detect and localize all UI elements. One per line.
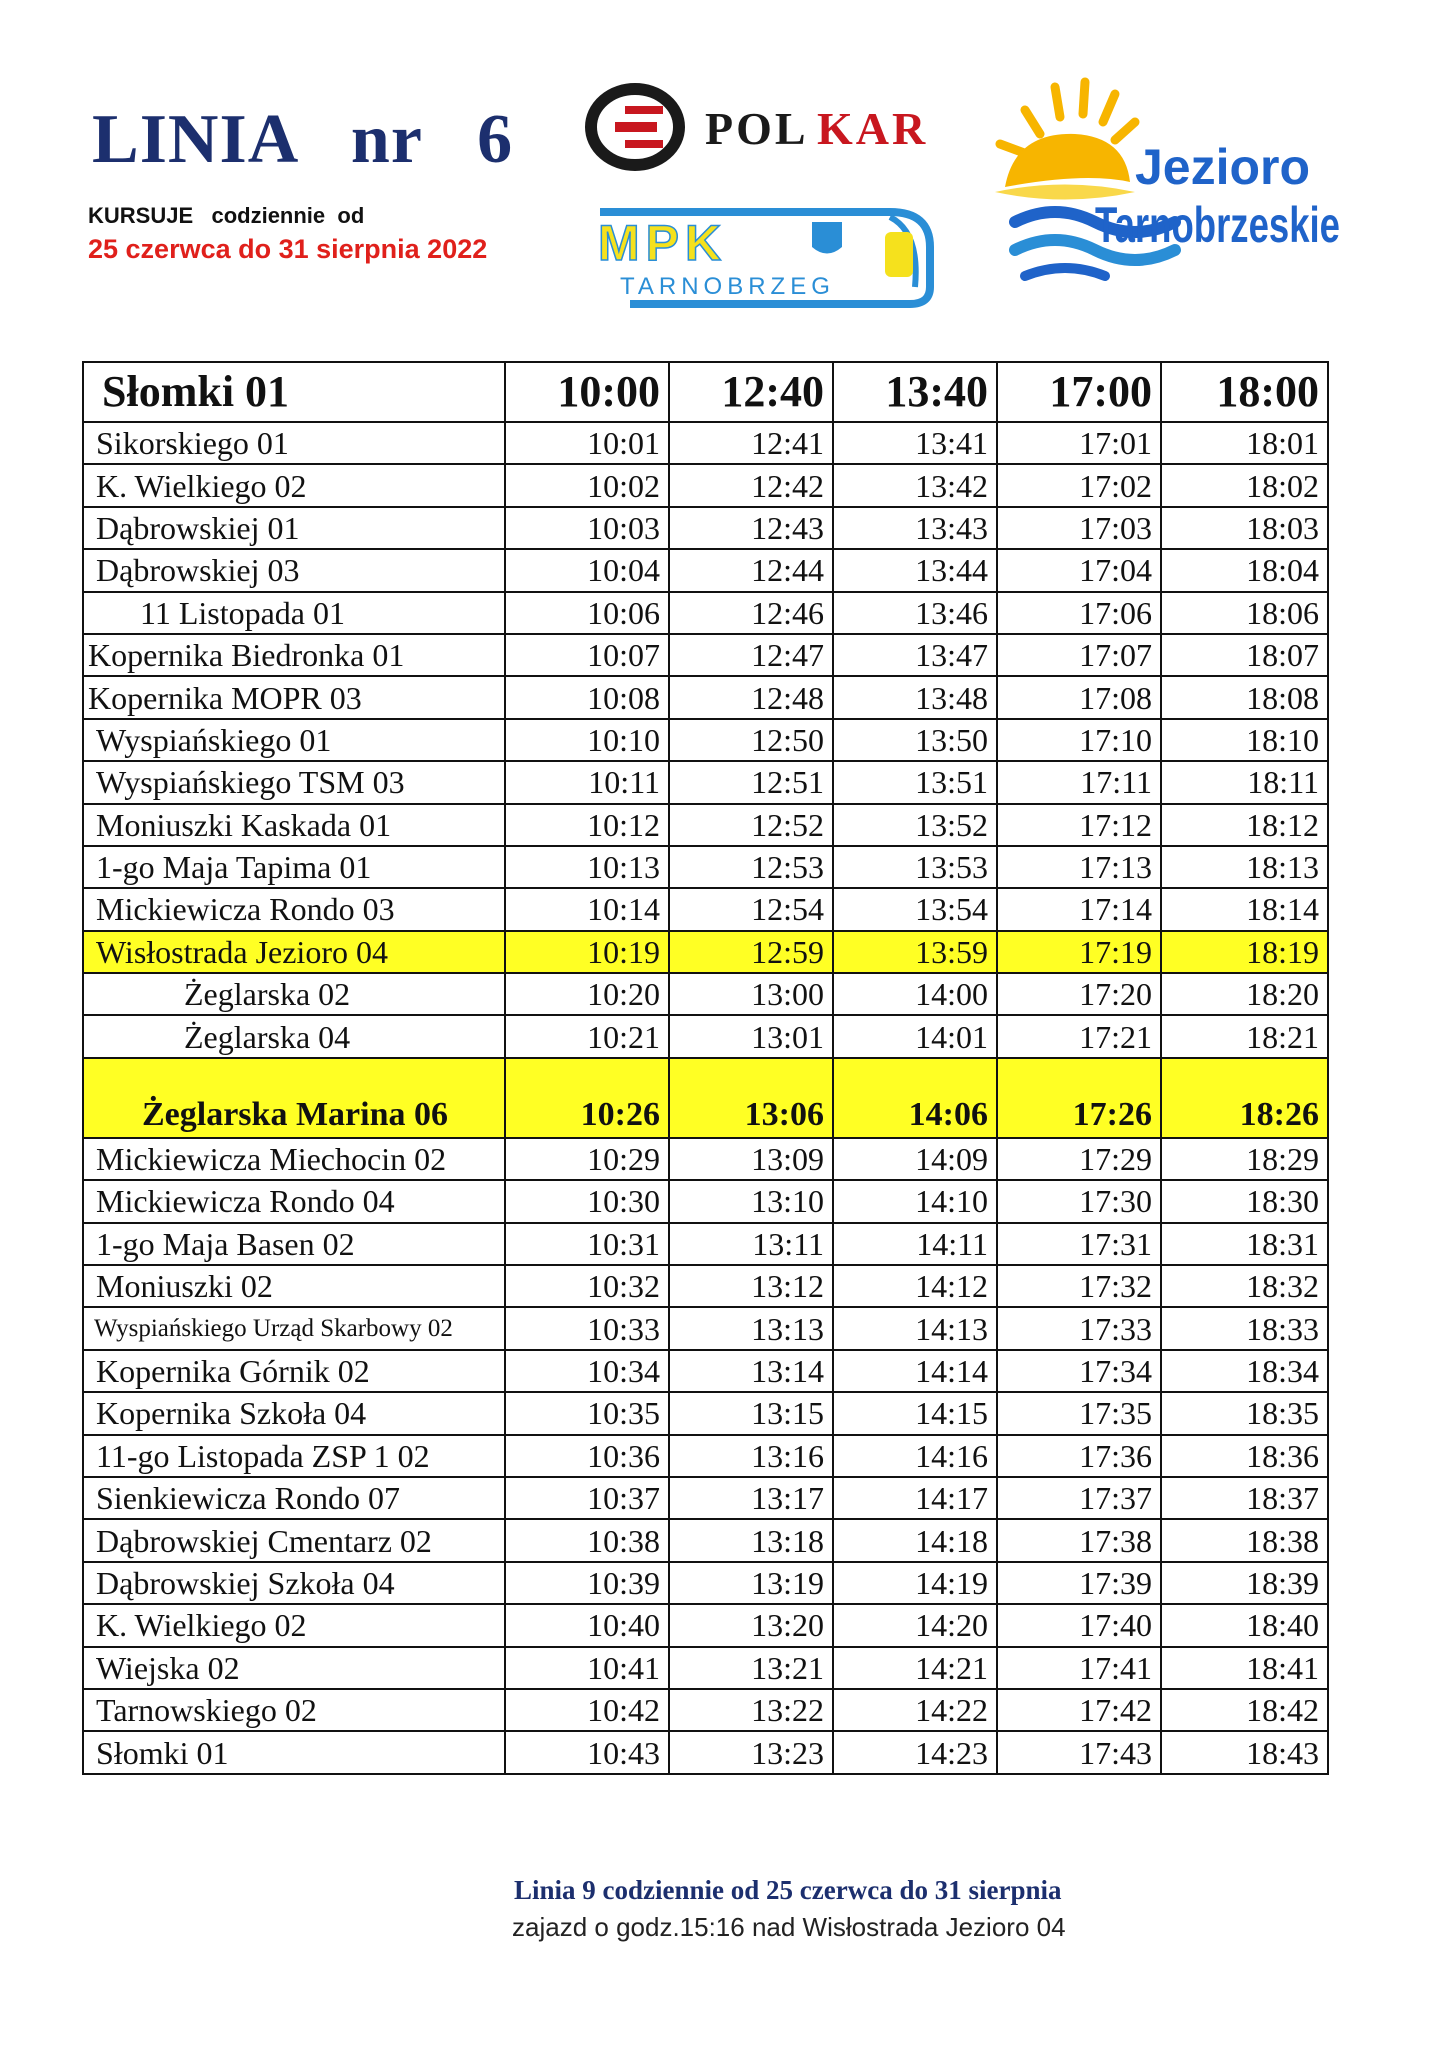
- departure-time: 10:19: [505, 931, 669, 973]
- departure-time: 13:46: [833, 592, 997, 634]
- table-row: [83, 888, 1328, 930]
- departure-time: 18:12: [1161, 804, 1328, 846]
- departure-time: 18:34: [1161, 1350, 1328, 1392]
- departure-time: 14:17: [833, 1477, 997, 1519]
- stop-name: Dąbrowskiej 03: [83, 549, 505, 591]
- stop-name: Dąbrowskiej Szkoła 04: [83, 1562, 505, 1604]
- departure-time: 13:50: [833, 719, 997, 761]
- departure-time: 18:03: [1161, 507, 1328, 549]
- page-title: LINIA nr 6: [92, 101, 514, 178]
- departure-time: 18:43: [1161, 1731, 1328, 1773]
- departure-time: 10:36: [505, 1435, 669, 1477]
- departure-time: 12:46: [669, 592, 833, 634]
- departure-time: 17:30: [997, 1180, 1161, 1222]
- departure-time: 17:12: [997, 804, 1161, 846]
- departure-time: 13:14: [669, 1350, 833, 1392]
- departure-time: 10:02: [505, 464, 669, 506]
- departure-time: 17:04: [997, 549, 1161, 591]
- departure-time: 13:16: [669, 1435, 833, 1477]
- departure-time: 12:51: [669, 761, 833, 803]
- departure-time: 17:38: [997, 1519, 1161, 1561]
- departure-time: 17:13: [997, 846, 1161, 888]
- departure-time: 14:11: [833, 1223, 997, 1265]
- departure-time: 18:36: [1161, 1435, 1328, 1477]
- stop-name: Żeglarska Marina 06: [83, 1058, 505, 1138]
- departure-time: 13:10: [669, 1180, 833, 1222]
- stop-name: Kopernika Szkoła 04: [83, 1392, 505, 1434]
- stop-name: Mickiewicza Rondo 03: [83, 888, 505, 930]
- stop-name: Słomki 01: [83, 1731, 505, 1773]
- jezioro-logo-line1: Jezioro: [1135, 139, 1311, 195]
- departure-time: 14:20: [833, 1604, 997, 1646]
- departure-time: 17:26: [997, 1058, 1161, 1138]
- departure-time: 10:31: [505, 1223, 669, 1265]
- stop-name: Wyspiańskiego Urząd Skarbowy 02: [83, 1307, 505, 1349]
- mpk-logo-city: TARNOBRZEG: [620, 273, 835, 300]
- departure-time: 13:15: [669, 1392, 833, 1434]
- departure-time: 18:29: [1161, 1138, 1328, 1180]
- departure-time: 14:18: [833, 1519, 997, 1561]
- departure-time: 13:52: [833, 804, 997, 846]
- departure-time: 13:53: [833, 846, 997, 888]
- departure-time: 13:17: [669, 1477, 833, 1519]
- table-row: [83, 1180, 1328, 1222]
- departure-time: 10:10: [505, 719, 669, 761]
- departure-time: 14:23: [833, 1731, 997, 1773]
- mpk-logo-text: MPK: [598, 215, 728, 271]
- departure-time: 10:04: [505, 549, 669, 591]
- timetable-header-row: [83, 362, 1328, 422]
- departure-time: 17:07: [997, 634, 1161, 676]
- departure-time: 13:23: [669, 1731, 833, 1773]
- departure-time: 10:08: [505, 676, 669, 718]
- departure-time: 17:36: [997, 1435, 1161, 1477]
- departure-time: 18:26: [1161, 1058, 1328, 1138]
- departure-time: 10:42: [505, 1689, 669, 1731]
- table-row: [83, 1058, 1328, 1138]
- table-row: [83, 507, 1328, 549]
- start-stop: Słomki 01: [83, 362, 505, 422]
- stop-name: Moniuszki Kaskada 01: [83, 804, 505, 846]
- departure-time: 13:54: [833, 888, 997, 930]
- departure-time: 18:07: [1161, 634, 1328, 676]
- jezioro-tarnobrzeskie-logo: [985, 72, 1345, 302]
- table-row: [83, 549, 1328, 591]
- departure-time: 10:32: [505, 1265, 669, 1307]
- departure-time: 14:00: [833, 973, 997, 1015]
- stop-name: Żeglarska 04: [83, 1015, 505, 1057]
- departure-time: 10:35: [505, 1392, 669, 1434]
- stop-name: Mickiewicza Miechocin 02: [83, 1138, 505, 1180]
- departure-time: 10:06: [505, 592, 669, 634]
- stop-name: Dąbrowskiej 01: [83, 507, 505, 549]
- table-row: [83, 931, 1328, 973]
- stop-name: 1-go Maja Tapima 01: [83, 846, 505, 888]
- stop-name: 1-go Maja Basen 02: [83, 1223, 505, 1265]
- departure-time: 18:20: [1161, 973, 1328, 1015]
- departure-time: 12:40: [669, 362, 833, 422]
- stop-name: Tarnowskiego 02: [83, 1689, 505, 1731]
- departure-time: 18:00: [1161, 362, 1328, 422]
- table-row: [83, 719, 1328, 761]
- departure-time: 17:14: [997, 888, 1161, 930]
- departure-time: 13:48: [833, 676, 997, 718]
- stop-name: K. Wielkiego 02: [83, 1604, 505, 1646]
- stop-name: Moniuszki 02: [83, 1265, 505, 1307]
- departure-time: 17:11: [997, 761, 1161, 803]
- stop-name: Wyspiańskiego 01: [83, 719, 505, 761]
- departure-time: 10:40: [505, 1604, 669, 1646]
- departure-time: 10:33: [505, 1307, 669, 1349]
- departure-time: 14:15: [833, 1392, 997, 1434]
- stop-name: Wisłostrada Jezioro 04: [83, 931, 505, 973]
- departure-time: 10:29: [505, 1138, 669, 1180]
- departure-time: 18:38: [1161, 1519, 1328, 1561]
- table-row: [83, 1223, 1328, 1265]
- departure-time: 12:48: [669, 676, 833, 718]
- departure-time: 13:47: [833, 634, 997, 676]
- departure-time: 17:02: [997, 464, 1161, 506]
- mpk-tarnobrzeg-logo: [590, 192, 940, 312]
- polkar-logo: [585, 82, 945, 172]
- departure-time: 10:39: [505, 1562, 669, 1604]
- departure-time: 17:34: [997, 1350, 1161, 1392]
- departure-time: 18:30: [1161, 1180, 1328, 1222]
- departure-time: 12:47: [669, 634, 833, 676]
- table-row: [83, 1307, 1328, 1349]
- departure-time: 18:40: [1161, 1604, 1328, 1646]
- table-row: [83, 846, 1328, 888]
- departure-time: 10:21: [505, 1015, 669, 1057]
- table-row: [83, 464, 1328, 506]
- departure-time: 18:01: [1161, 422, 1328, 464]
- departure-time: 14:10: [833, 1180, 997, 1222]
- departure-time: 18:39: [1161, 1562, 1328, 1604]
- departure-time: 14:16: [833, 1435, 997, 1477]
- departure-time: 18:11: [1161, 761, 1328, 803]
- departure-time: 13:20: [669, 1604, 833, 1646]
- departure-time: 13:40: [833, 362, 997, 422]
- departure-time: 18:32: [1161, 1265, 1328, 1307]
- table-row: [83, 592, 1328, 634]
- departure-time: 14:12: [833, 1265, 997, 1307]
- departure-time: 17:19: [997, 931, 1161, 973]
- table-row: [83, 1138, 1328, 1180]
- departure-time: 17:01: [997, 422, 1161, 464]
- departure-time: 18:14: [1161, 888, 1328, 930]
- departure-time: 13:06: [669, 1058, 833, 1138]
- departure-time: 18:37: [1161, 1477, 1328, 1519]
- departure-time: 10:14: [505, 888, 669, 930]
- departure-time: 14:09: [833, 1138, 997, 1180]
- departure-time: 18:35: [1161, 1392, 1328, 1434]
- departure-time: 13:19: [669, 1562, 833, 1604]
- departure-time: 13:51: [833, 761, 997, 803]
- departure-time: 18:41: [1161, 1647, 1328, 1689]
- table-row: [83, 973, 1328, 1015]
- departure-time: 18:10: [1161, 719, 1328, 761]
- stop-name: Kopernika Biedronka 01: [83, 634, 505, 676]
- departure-time: 14:21: [833, 1647, 997, 1689]
- departure-time: 14:22: [833, 1689, 997, 1731]
- departure-time: 17:00: [997, 362, 1161, 422]
- table-row: [83, 1731, 1328, 1773]
- departure-time: 18:21: [1161, 1015, 1328, 1057]
- footer-note-line9: Linia 9 codziennie od 25 czerwca do 31 sierpnia: [514, 1875, 1062, 1905]
- departure-time: 10:43: [505, 1731, 669, 1773]
- departure-time: 13:21: [669, 1647, 833, 1689]
- table-row: [83, 1392, 1328, 1434]
- departure-time: 12:41: [669, 422, 833, 464]
- table-row: [83, 1477, 1328, 1519]
- departure-time: 17:20: [997, 973, 1161, 1015]
- table-row: [83, 1265, 1328, 1307]
- departure-time: 18:42: [1161, 1689, 1328, 1731]
- departure-time: 17:42: [997, 1689, 1161, 1731]
- departure-time: 12:54: [669, 888, 833, 930]
- stop-name: 11 Listopada 01: [83, 592, 505, 634]
- departure-time: 10:01: [505, 422, 669, 464]
- table-row: [83, 1689, 1328, 1731]
- departure-time: 13:44: [833, 549, 997, 591]
- stop-name: Sienkiewicza Rondo 07: [83, 1477, 505, 1519]
- table-row: [83, 1562, 1328, 1604]
- table-row: [83, 634, 1328, 676]
- departure-time: 13:11: [669, 1223, 833, 1265]
- table-row: [83, 1519, 1328, 1561]
- departure-time: 10:26: [505, 1058, 669, 1138]
- table-row: [83, 761, 1328, 803]
- departure-time: 13:22: [669, 1689, 833, 1731]
- departure-time: 10:20: [505, 973, 669, 1015]
- departure-time: 10:12: [505, 804, 669, 846]
- departure-time: 18:08: [1161, 676, 1328, 718]
- departure-time: 18:13: [1161, 846, 1328, 888]
- departure-time: 12:43: [669, 507, 833, 549]
- departure-time: 13:43: [833, 507, 997, 549]
- footer-note-detail: zajazd o godz.15:16 nad Wisłostrada Jezioro 04: [512, 1912, 1066, 1942]
- departure-time: 18:19: [1161, 931, 1328, 973]
- departure-time: 10:11: [505, 761, 669, 803]
- departure-time: 17:06: [997, 592, 1161, 634]
- departure-time: 13:18: [669, 1519, 833, 1561]
- departure-time: 13:59: [833, 931, 997, 973]
- departure-time: 18:04: [1161, 549, 1328, 591]
- departure-time: 17:39: [997, 1562, 1161, 1604]
- stop-name: Wiejska 02: [83, 1647, 505, 1689]
- table-row: [83, 1647, 1328, 1689]
- departure-time: 13:01: [669, 1015, 833, 1057]
- departure-time: 14:06: [833, 1058, 997, 1138]
- stop-name: Dąbrowskiej Cmentarz 02: [83, 1519, 505, 1561]
- service-label: KURSUJE codziennie od: [88, 203, 365, 228]
- departure-time: 17:35: [997, 1392, 1161, 1434]
- departure-time: 17:37: [997, 1477, 1161, 1519]
- polkar-logo-text-pol: POL: [705, 103, 809, 154]
- departure-time: 17:03: [997, 507, 1161, 549]
- departure-time: 17:21: [997, 1015, 1161, 1057]
- departure-time: 12:50: [669, 719, 833, 761]
- departure-time: 14:13: [833, 1307, 997, 1349]
- stop-name: Żeglarska 02: [83, 973, 505, 1015]
- polkar-logo-text-kar: KAR: [817, 103, 929, 154]
- departure-time: 10:00: [505, 362, 669, 422]
- departure-time: 10:41: [505, 1647, 669, 1689]
- departure-time: 12:52: [669, 804, 833, 846]
- departure-time: 17:31: [997, 1223, 1161, 1265]
- departure-time: 13:42: [833, 464, 997, 506]
- table-row: [83, 1015, 1328, 1057]
- departure-time: 10:38: [505, 1519, 669, 1561]
- departure-time: 18:02: [1161, 464, 1328, 506]
- service-dates: 25 czerwca do 31 sierpnia 2022: [88, 234, 488, 264]
- departure-time: 10:07: [505, 634, 669, 676]
- departure-time: 14:01: [833, 1015, 997, 1057]
- table-row: [83, 676, 1328, 718]
- stop-name: Kopernika Górnik 02: [83, 1350, 505, 1392]
- table-row: [83, 804, 1328, 846]
- departure-time: 13:09: [669, 1138, 833, 1180]
- departure-time: 13:00: [669, 973, 833, 1015]
- table-row: [83, 1604, 1328, 1646]
- stop-name: Kopernika MOPR 03: [83, 676, 505, 718]
- stop-name: Mickiewicza Rondo 04: [83, 1180, 505, 1222]
- timetable: [82, 361, 1329, 1775]
- departure-time: 14:14: [833, 1350, 997, 1392]
- departure-time: 10:13: [505, 846, 669, 888]
- table-row: [83, 1435, 1328, 1477]
- departure-time: 17:41: [997, 1647, 1161, 1689]
- stop-name: 11-go Listopada ZSP 1 02: [83, 1435, 505, 1477]
- departure-time: 12:42: [669, 464, 833, 506]
- departure-time: 17:29: [997, 1138, 1161, 1180]
- stop-name: Sikorskiego 01: [83, 422, 505, 464]
- departure-time: 13:12: [669, 1265, 833, 1307]
- departure-time: 10:34: [505, 1350, 669, 1392]
- table-row: [83, 422, 1328, 464]
- departure-time: 10:37: [505, 1477, 669, 1519]
- stop-name: Wyspiańskiego TSM 03: [83, 761, 505, 803]
- departure-time: 17:43: [997, 1731, 1161, 1773]
- departure-time: 10:03: [505, 507, 669, 549]
- departure-time: 12:44: [669, 549, 833, 591]
- jezioro-logo-line2: Tarnobrzeskie: [1095, 197, 1340, 253]
- departure-time: 17:08: [997, 676, 1161, 718]
- stop-name: K. Wielkiego 02: [83, 464, 505, 506]
- departure-time: 17:33: [997, 1307, 1161, 1349]
- departure-time: 17:40: [997, 1604, 1161, 1646]
- departure-time: 17:32: [997, 1265, 1161, 1307]
- departure-time: 13:13: [669, 1307, 833, 1349]
- departure-time: 18:31: [1161, 1223, 1328, 1265]
- departure-time: 14:19: [833, 1562, 997, 1604]
- departure-time: 18:06: [1161, 592, 1328, 634]
- departure-time: 12:53: [669, 846, 833, 888]
- departure-time: 18:33: [1161, 1307, 1328, 1349]
- departure-time: 12:59: [669, 931, 833, 973]
- departure-time: 10:30: [505, 1180, 669, 1222]
- table-row: [83, 1350, 1328, 1392]
- departure-time: 17:10: [997, 719, 1161, 761]
- departure-time: 13:41: [833, 422, 997, 464]
